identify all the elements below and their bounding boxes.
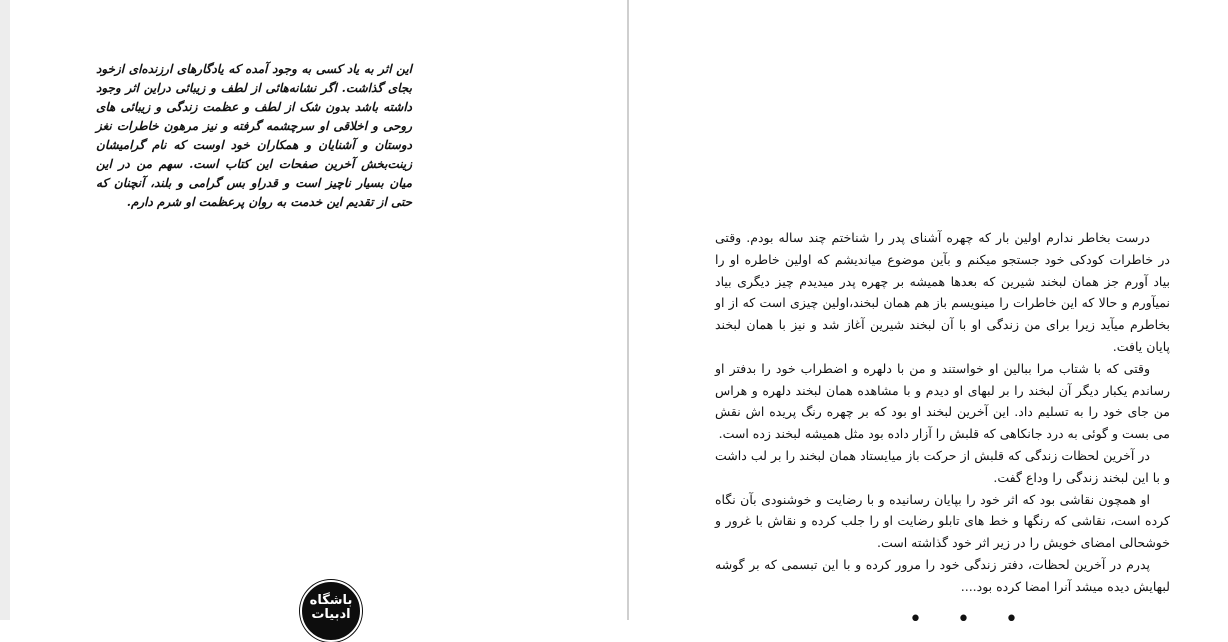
page-margin-shadow bbox=[0, 0, 10, 620]
paragraph: او همچون نقاشی بود که اثر خود را بپایان رسانیده و با رضایت و خوشنودی بآن نگاه کرده است، نقاشی که رنگها و خط های تابلو رضایت او را جلب کرده و نقاش با غرور و خوشحالی امضای خویش را در زیر اثر خود گذاشته است. bbox=[715, 491, 1170, 551]
paragraph: پدرم در آخرین لحظات، دفتر زندگی خود را مرور کرده و با این تبسمی که بر گوشه لبهایش دیده میشد آنرا امضا کرده بود.... bbox=[715, 556, 1170, 594]
dedication-text: این اثر به یاد کسی به وجود آمده که یادگارهای ارزنده‌ای ازخود بجای گذاشت. اگر نشانه‌هائی از لطف و زیبائی دراین اثر وجود داشته باشد بدون شک از لطف و عظمت زندگی و زیبائی های روحی و اخلاقی او سرچشمه گرفته و نیز مرهون خاطرات نغز دوستان و آشنایان و همکاران خود اوست که نام گرامیشان زینت‌بخش آخرین صفحات این کتاب است. سهم من در این میان بسیار ناچیز است و قدراو بس گرامی و بلند، آنچنان که حتی از تقدیم این خدمت به روان پرعظمت او شرم دارم. bbox=[96, 62, 412, 209]
paragraph: وقتی که با شتاب مرا ببالین او خواستند و من با دلهره و اضطراب خود را بدفتر او رساندم یکبار دیگر آن لبخند را بر لبهای او دیدم و با مشاهده همان لبخند دلهره و هراس من جای خود را به تسلیم داد. این آخرین لبخند او بود که بر چهره رنگ پریده اش نقش می بست و گوئی به درد جانکاهی که قلبش را آزار داده بود مثل همیشه لبخند زده است. bbox=[715, 360, 1170, 442]
section-divider: • • • bbox=[909, 607, 1032, 632]
body-text bbox=[715, 227, 1170, 598]
logo-text: باشگاه ادبیات bbox=[309, 593, 353, 622]
right-page bbox=[629, 0, 1228, 632]
publisher-logo-icon bbox=[300, 580, 362, 642]
paragraph: در آخرین لحظات زندگی که قلبش از حرکت باز میایستاد همان لبخند را بر لب داشت و با این لبخند زندگی را وداع گفت. bbox=[715, 447, 1170, 485]
left-page bbox=[10, 0, 627, 620]
paragraph: درست بخاطر ندارم اولین بار که چهره آشنای پدر را شناختم چند ساله بودم. وقتی در خاطرات کودکی خود جستجو میکنم و بآین موضوع میاندیشم که اولین خاطره او را بیاد آورم جز همان لبخند شیرین که بعدها همیشه بر چهره پدر میدیدم چیز دیگری بیاد نمیآورم و حالا که این خاطرات را مینویسم باز هم همان لبخند،اولین چیزی است که از او بخاطرم میآید زیرا برای من زندگی او با آن لبخند شیرین آغاز شد و نیز با همان لبخند پایان یافت. bbox=[715, 230, 1170, 354]
